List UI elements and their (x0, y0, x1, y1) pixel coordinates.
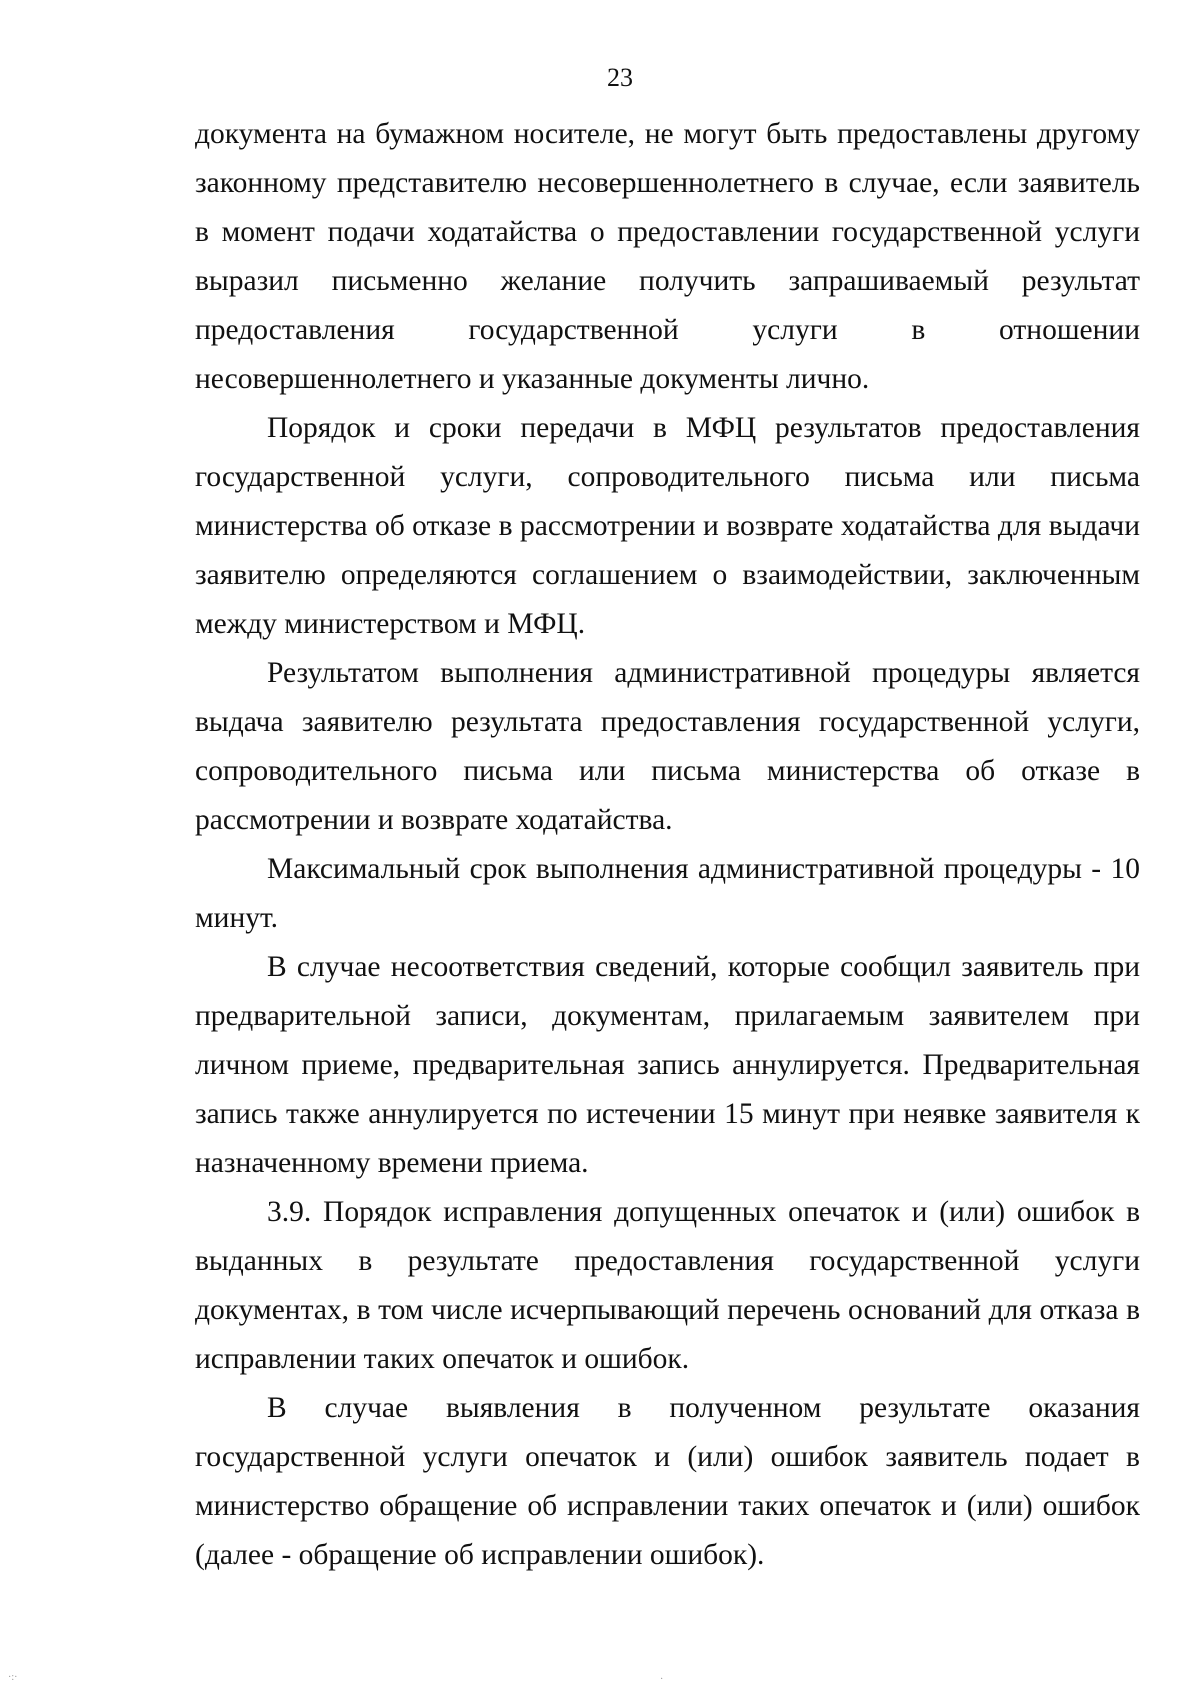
scan-artifact-mark: ·:· (8, 1672, 18, 1683)
paragraph-transfer-order: Порядок и сроки передачи в МФЦ результатов предоставления государственной услуги, сопроводительного письма или письма министерства об отказе в рассмотрении и возврате ходатайства для выдачи заявителю определяются соглашением о взаимодействии, заключенным между министерством и МФЦ. (195, 412, 1140, 640)
paragraph-error-correction: В случае выявления в полученном результате оказания государственной услуги опечаток и (или) ошибок заявитель подает в министерство обращение об исправлении таких опечаток и (или) ошибок (далее - обращение об исправлении ошибок). (195, 1392, 1140, 1571)
paragraph-procedure-result: Результатом выполнения административной процедуры является выдача заявителю результата предоставления государственной услуги, сопроводительного письма или письма министерства об отказе в рассмотрении и возврате ходатайства. (195, 657, 1140, 836)
scan-artifact-dot: · (660, 1674, 664, 1685)
paragraph-continuation: документа на бумажном носителе, не могут быть предоставлены другому законному представителю несовершеннолетнего в случае, если заявитель в момент подачи ходатайства о предоставлении государственной услуги выразил письменно желание получить запрашиваемый результат предоставления государственной услуги в отношении несовершеннолетнего и указанные документы лично. (195, 118, 1140, 395)
paragraph-max-duration: Максимальный срок выполнения административной процедуры - 10 минут. (195, 853, 1140, 934)
document-body (195, 110, 1140, 1580)
section-heading-3-9: 3.9. Порядок исправления допущенных опечаток и (или) ошибок в выданных в результате предоставления государственной услуги документах, в том числе исчерпывающий перечень оснований для отказа в исправлении таких опечаток и ошибок. (195, 1196, 1140, 1375)
paragraph-record-cancellation: В случае несоответствия сведений, которые сообщил заявитель при предварительной записи, документам, прилагаемым заявителем при личном приеме, предварительная запись аннулируется. Предварительная запись также аннулируется по истечении 15 минут при неявке заявителя к назначенному времени приема. (195, 951, 1140, 1179)
page-number: 23 (607, 63, 633, 92)
